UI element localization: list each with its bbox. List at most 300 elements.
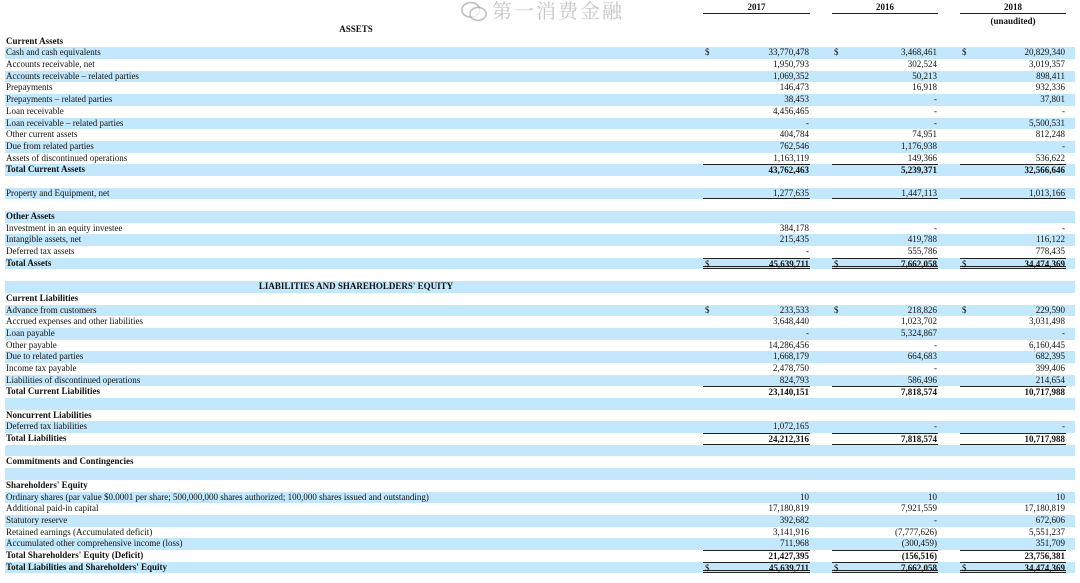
value-cell-2017 (703, 340, 810, 352)
amount: 45,639,711 (768, 258, 809, 269)
amount: 74,951 (912, 129, 937, 140)
amount: 149,366 (907, 152, 937, 163)
row-label: Accumulated other comprehensive income (loss) (6, 538, 183, 549)
value-cell-2017 (703, 94, 810, 106)
value-cell-2017 (703, 375, 810, 387)
amount: 34,474,369 (1024, 562, 1065, 573)
table-row (5, 59, 1075, 71)
unaudited-note: (unaudited) (990, 16, 1036, 26)
value-cell-2016 (832, 59, 938, 71)
value-cell-2016 (832, 503, 938, 515)
value-cell-2016 (832, 305, 938, 317)
table-row (5, 164, 1075, 176)
value-cell-2017 (703, 421, 810, 433)
amount: 778,435 (1035, 246, 1065, 257)
value-cell-2017 (703, 503, 810, 515)
table-row (5, 223, 1075, 235)
value-cell-2017 (703, 188, 810, 200)
row-label: Accounts receivable – related parties (6, 70, 139, 81)
currency-symbol: $ (705, 562, 710, 573)
row-label: Current Liabilities (6, 292, 79, 303)
value-cell-2016 (832, 316, 938, 328)
amount: - (934, 105, 937, 116)
amount: 1,447,113 (901, 187, 937, 198)
amount: 10 (928, 491, 937, 502)
value-cell-2017 (703, 118, 810, 130)
row-label: Total Assets (6, 257, 52, 268)
column-header-2016 (832, 2, 938, 14)
amount: (156,516) (901, 550, 937, 561)
spacer-row (5, 176, 1075, 188)
year-label: 2017 (703, 2, 810, 14)
value-cell-2017 (703, 234, 810, 246)
amount: 116,122 (1036, 234, 1065, 245)
value-cell-2018 (960, 527, 1066, 539)
row-label: Liabilities of discontinued operations (6, 374, 141, 385)
amount: 37,801 (1040, 94, 1065, 105)
amount: 34,474,369 (1024, 258, 1065, 269)
value-cell-2016 (832, 188, 938, 200)
column-header-2017 (703, 2, 810, 14)
table-row (5, 433, 1075, 445)
value-cell-2018 (960, 71, 1066, 83)
value-cell-2018 (960, 118, 1066, 130)
amount: - (1062, 105, 1065, 116)
table-row (5, 47, 1075, 59)
row-label: Total Liabilities (6, 433, 67, 444)
amount: 233,533 (779, 304, 809, 315)
amount: 672,606 (1035, 514, 1065, 525)
amount: 932,336 (1035, 82, 1065, 93)
amount: 33,770,478 (768, 47, 809, 58)
amount: 24,212,316 (768, 434, 809, 445)
currency-symbol: $ (962, 258, 967, 269)
amount: 555,786 (907, 246, 937, 257)
value-cell-2018 (960, 94, 1066, 106)
value-cell-2017 (703, 223, 810, 235)
amount: 7,818,574 (901, 387, 937, 398)
table-row (5, 375, 1075, 387)
amount: 7,662,058 (901, 562, 937, 573)
section-title: ASSETS (339, 24, 373, 34)
amount: 10 (800, 491, 809, 502)
table-row (5, 421, 1075, 433)
table-row (5, 36, 1075, 48)
amount: 38,453 (784, 94, 809, 105)
table-row (5, 351, 1075, 363)
amount: - (934, 514, 937, 525)
table-row (5, 562, 1075, 574)
table-row (5, 492, 1075, 504)
value-cell-2018 (960, 550, 1066, 562)
amount: 536,622 (1035, 152, 1065, 163)
value-cell-2018 (960, 340, 1066, 352)
amount: 762,546 (779, 140, 809, 151)
amount: 14,286,456 (768, 339, 809, 350)
row-label: Loan payable (6, 327, 55, 338)
value-cell-2017 (703, 386, 810, 398)
value-cell-2018 (960, 47, 1066, 59)
value-cell-2016 (832, 386, 938, 398)
amount: - (934, 362, 937, 373)
row-label: Loan receivable (6, 105, 64, 116)
value-cell-2016 (832, 433, 938, 445)
amount: 16,918 (912, 82, 937, 93)
value-cell-2017 (703, 106, 810, 118)
value-cell-2018 (960, 234, 1066, 246)
table-row (5, 281, 1075, 293)
value-cell-2016 (832, 71, 938, 83)
amount: 5,551,237 (1029, 526, 1065, 537)
value-cell-2017 (703, 141, 810, 153)
row-label: Total Liabilities and Shareholders' Equity (6, 561, 168, 572)
table-row (5, 94, 1075, 106)
value-cell-2017 (703, 527, 810, 539)
value-cell-2017 (703, 153, 810, 165)
row-label: Commitments and Contingencies (6, 456, 134, 467)
amount: 5,239,371 (901, 165, 937, 176)
table-row (5, 246, 1075, 258)
row-label: Total Current Assets (6, 164, 86, 175)
value-cell-2018 (960, 316, 1066, 328)
amount: - (934, 222, 937, 233)
table-row (5, 538, 1075, 550)
amount: 1,069,352 (773, 70, 809, 81)
table-row (5, 24, 1075, 36)
value-cell-2018 (960, 375, 1066, 387)
table-row (5, 515, 1075, 527)
table-row (5, 258, 1075, 270)
table-row (5, 456, 1075, 468)
value-cell-2016 (832, 562, 938, 574)
currency-symbol: $ (705, 258, 710, 269)
table-row (5, 153, 1075, 165)
value-cell-2018 (960, 433, 1066, 445)
value-cell-2017 (703, 492, 810, 504)
value-cell-2017 (703, 71, 810, 83)
amount: 1,023,702 (901, 316, 937, 327)
value-cell-2016 (832, 340, 938, 352)
value-cell-2018 (960, 223, 1066, 235)
table-row (5, 82, 1075, 94)
value-cell-2016 (832, 527, 938, 539)
currency-symbol: $ (834, 258, 839, 269)
currency-symbol: $ (834, 47, 839, 58)
spacer-row (5, 199, 1075, 211)
value-cell-2018 (960, 164, 1066, 176)
value-cell-2016 (832, 118, 938, 130)
value-cell-2017 (703, 47, 810, 59)
year-label: 2018 (960, 2, 1066, 14)
amount: - (934, 421, 937, 432)
value-cell-2016 (832, 328, 938, 340)
value-cell-2017 (703, 316, 810, 328)
currency-symbol: $ (962, 47, 967, 58)
value-cell-2017 (703, 562, 810, 574)
value-cell-2018 (960, 141, 1066, 153)
row-label: Other Assets (6, 211, 55, 221)
value-cell-2016 (832, 550, 938, 562)
amount: 6,160,445 (1029, 339, 1065, 350)
amount: 4,456,465 (773, 105, 809, 116)
amount: 384,178 (779, 222, 809, 233)
amount: 3,141,916 (773, 526, 809, 537)
amount: 7,818,574 (901, 434, 937, 445)
row-label: Shareholders' Equity (6, 479, 88, 490)
row-label: Prepayments (6, 82, 53, 93)
amount: 23,140,151 (768, 387, 809, 398)
value-cell-2018 (960, 246, 1066, 258)
table-row (5, 340, 1075, 352)
amount: 214,654 (1035, 374, 1065, 385)
value-cell-2017 (703, 258, 810, 270)
amount: 812,248 (1035, 129, 1065, 140)
value-cell-2018 (960, 386, 1066, 398)
amount: 1,013,166 (1029, 187, 1065, 198)
value-cell-2017 (703, 351, 810, 363)
amount: 17,180,819 (1024, 503, 1065, 514)
row-label: Prepayments – related parties (6, 94, 113, 105)
spacer-row (5, 445, 1075, 457)
currency-symbol: $ (834, 562, 839, 573)
row-label: Total Shareholders' Equity (Deficit) (6, 549, 144, 560)
value-cell-2018 (960, 515, 1066, 527)
value-cell-2016 (832, 129, 938, 141)
amount: 3,031,498 (1029, 316, 1065, 327)
amount: 5,500,531 (1029, 117, 1065, 128)
table-row (5, 328, 1075, 340)
value-cell-2017 (703, 538, 810, 550)
table-row (5, 305, 1075, 317)
amount: 1,668,179 (773, 351, 809, 362)
currency-symbol: $ (705, 304, 710, 315)
amount: 664,683 (907, 351, 937, 362)
amount: 3,648,440 (773, 316, 809, 327)
amount: - (1062, 222, 1065, 233)
row-label: Intangible assets, net (6, 234, 82, 245)
amount: 17,180,819 (768, 503, 809, 514)
amount: - (934, 339, 937, 350)
amount: 1,277,635 (773, 187, 809, 198)
value-cell-2016 (832, 153, 938, 165)
value-cell-2018 (960, 363, 1066, 375)
amount: 302,524 (907, 59, 937, 70)
amount: 10 (1056, 491, 1065, 502)
value-cell-2016 (832, 82, 938, 94)
value-cell-2018 (960, 538, 1066, 550)
amount: 7,921,559 (901, 503, 937, 514)
value-cell-2017 (703, 59, 810, 71)
amount: - (1062, 140, 1065, 151)
amount: (7,777,626) (895, 526, 937, 537)
value-cell-2016 (832, 223, 938, 235)
table-row (5, 71, 1075, 83)
row-label: Other current assets (6, 129, 78, 140)
value-cell-2018 (960, 188, 1066, 200)
value-cell-2016 (832, 141, 938, 153)
spacer-row (5, 468, 1075, 480)
value-cell-2017 (703, 305, 810, 317)
row-label: Statutory reserve (6, 514, 68, 525)
value-cell-2016 (832, 258, 938, 270)
row-label: Due to related parties (6, 351, 84, 362)
amount: 1,072,165 (773, 421, 809, 432)
row-label: Investment in an equity investee (6, 222, 123, 233)
amount: - (806, 327, 809, 338)
amount: 1,163,119 (773, 152, 809, 163)
value-cell-2016 (832, 47, 938, 59)
value-cell-2017 (703, 129, 810, 141)
row-label: Noncurrent Liabilities (6, 409, 92, 420)
amount: 419,788 (907, 234, 937, 245)
column-header-2018 (960, 2, 1066, 26)
value-cell-2018 (960, 562, 1066, 574)
row-label: Deferred tax assets (6, 246, 75, 257)
table-row (5, 527, 1075, 539)
row-label: Property and Equipment, net (6, 187, 110, 198)
value-cell-2017 (703, 515, 810, 527)
row-label: Advance from customers (6, 304, 97, 315)
amount: 10,717,988 (1024, 434, 1065, 445)
amount: 682,395 (1035, 351, 1065, 362)
value-cell-2018 (960, 129, 1066, 141)
value-cell-2016 (832, 94, 938, 106)
currency-symbol: $ (962, 304, 967, 315)
value-cell-2017 (703, 363, 810, 375)
value-cell-2016 (832, 375, 938, 387)
amount: 7,662,058 (901, 258, 937, 269)
row-label: Ordinary shares (par value $0.0001 per share; 500,000,000 shares authorized; 100,000 shares issued and outstanding) (6, 491, 429, 502)
value-cell-2018 (960, 258, 1066, 270)
amount: 399,406 (1035, 362, 1065, 373)
value-cell-2017 (703, 433, 810, 445)
value-cell-2016 (832, 538, 938, 550)
currency-symbol: $ (705, 47, 710, 58)
value-cell-2018 (960, 492, 1066, 504)
amount: - (934, 117, 937, 128)
row-label: Additional paid-in capital (6, 503, 99, 514)
row-label: Current Assets (6, 35, 64, 46)
currency-symbol: $ (834, 304, 839, 315)
amount: 1,950,793 (773, 59, 809, 70)
table-row (5, 386, 1075, 398)
amount: 392,682 (779, 514, 809, 525)
value-cell-2017 (703, 82, 810, 94)
section-title: LIABILITIES AND SHAREHOLDERS' EQUITY (258, 281, 454, 292)
row-label: Assets of discontinued operations (6, 152, 128, 163)
value-cell-2016 (832, 234, 938, 246)
spacer-row (5, 269, 1075, 281)
amount: (300,459) (901, 538, 937, 549)
table-row (5, 234, 1075, 246)
value-cell-2018 (960, 503, 1066, 515)
row-label: Loan receivable – related parties (6, 117, 124, 128)
table-row (5, 550, 1075, 562)
table-row (5, 118, 1075, 130)
table-row (5, 293, 1075, 305)
value-cell-2016 (832, 515, 938, 527)
row-label: Other payable (6, 339, 57, 350)
amount: 5,324,867 (901, 327, 937, 338)
amount: 10,717,988 (1024, 387, 1065, 398)
value-cell-2016 (832, 492, 938, 504)
row-label: Income tax payable (6, 362, 77, 373)
value-cell-2018 (960, 305, 1066, 317)
table-row (5, 141, 1075, 153)
value-cell-2018 (960, 82, 1066, 94)
row-label: Accrued expenses and other liabilities (6, 316, 143, 327)
table-row (5, 106, 1075, 118)
row-label: Accounts receivable, net (6, 59, 95, 70)
value-cell-2017 (703, 164, 810, 176)
amount: - (1062, 327, 1065, 338)
amount: 711,968 (780, 538, 809, 549)
value-cell-2017 (703, 246, 810, 258)
amount: 45,639,711 (768, 562, 809, 573)
value-cell-2016 (832, 363, 938, 375)
row-label: Cash and cash equivalents (6, 47, 101, 58)
amount: - (1062, 421, 1065, 432)
amount: 3,468,461 (901, 47, 937, 58)
amount: 2,478,750 (773, 362, 809, 373)
amount: - (934, 94, 937, 105)
amount: 586,496 (907, 374, 937, 385)
amount: 20,829,340 (1024, 47, 1065, 58)
value-cell-2018 (960, 106, 1066, 118)
table-row (5, 363, 1075, 375)
amount: 351,709 (1035, 538, 1065, 549)
value-cell-2018 (960, 328, 1066, 340)
amount: 898,411 (1036, 70, 1065, 81)
value-cell-2016 (832, 351, 938, 363)
amount: 43,762,463 (768, 165, 809, 176)
row-label: Total Current Liabilities (6, 386, 101, 397)
amount: 229,590 (1035, 304, 1065, 315)
amount: 218,826 (907, 304, 937, 315)
amount: - (806, 117, 809, 128)
table-row (5, 211, 1075, 223)
value-cell-2018 (960, 153, 1066, 165)
amount: 50,213 (912, 70, 937, 81)
value-cell-2018 (960, 351, 1066, 363)
amount: 404,784 (779, 129, 809, 140)
value-cell-2017 (703, 550, 810, 562)
amount: 23,756,381 (1024, 550, 1065, 561)
watermark-text: 第一消费金融 (492, 0, 624, 23)
amount: 21,427,395 (768, 550, 809, 561)
value-cell-2017 (703, 328, 810, 340)
value-cell-2016 (832, 164, 938, 176)
table-row (5, 503, 1075, 515)
value-cell-2016 (832, 106, 938, 118)
amount: 32,566,646 (1024, 165, 1065, 176)
amount: 3,019,357 (1029, 59, 1065, 70)
table-row (5, 129, 1075, 141)
value-cell-2016 (832, 421, 938, 433)
table-row (5, 480, 1075, 492)
table-row (5, 188, 1075, 200)
currency-symbol: $ (962, 562, 967, 573)
balance-sheet-table (5, 24, 1075, 573)
spacer-row (5, 398, 1075, 410)
row-label: Due from related parties (6, 140, 94, 151)
amount: 1,176,938 (901, 140, 937, 151)
wechat-logo-icon (460, 1, 488, 22)
table-row (5, 316, 1075, 328)
watermark (460, 0, 624, 23)
row-label: Retained earnings (Accumulated deficit) (6, 526, 153, 537)
amount: 824,793 (779, 374, 809, 385)
